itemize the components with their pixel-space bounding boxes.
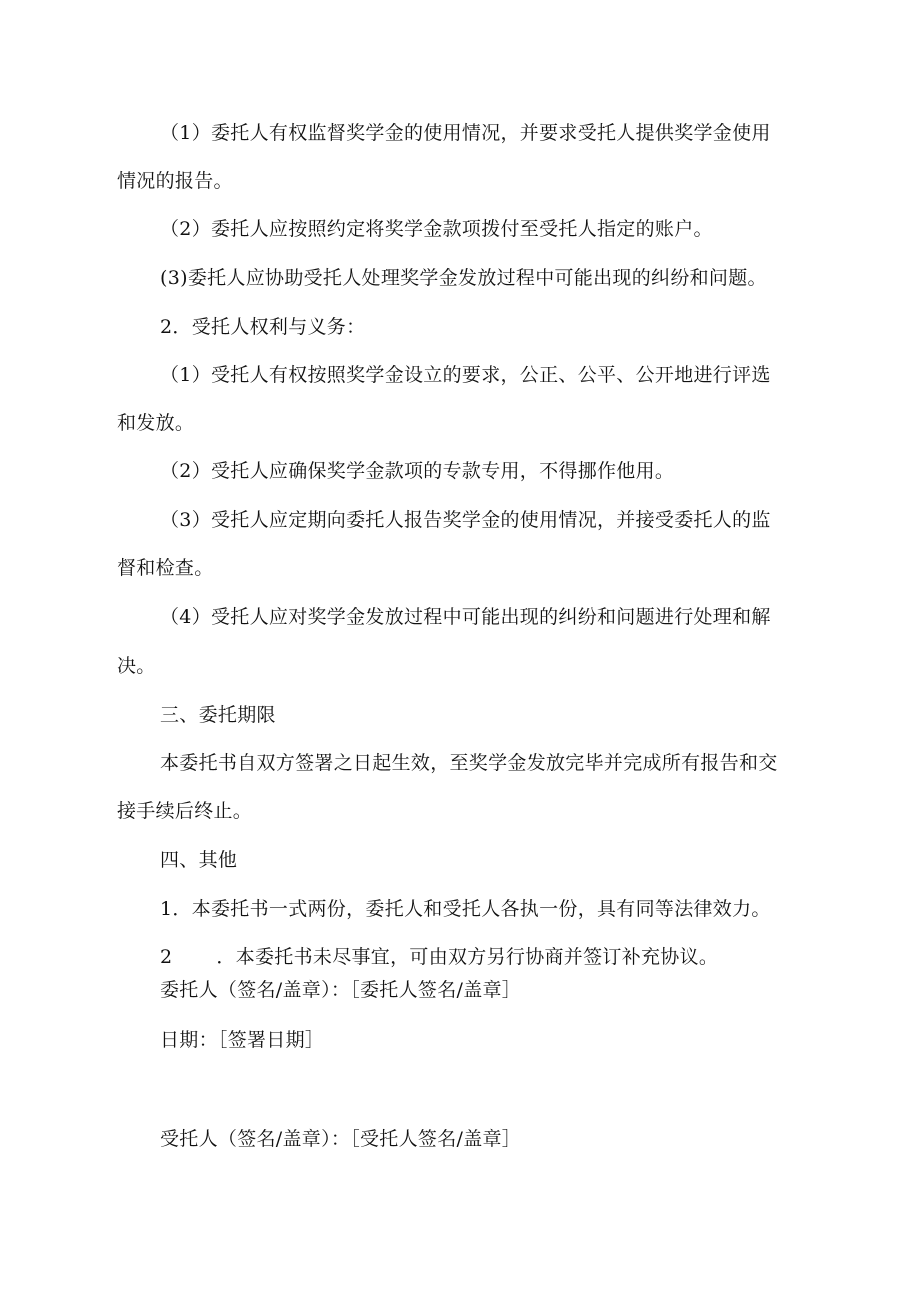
trustee-signature-line: 受托人（签名/盖章）：［受托人签名/盖章］ bbox=[160, 1128, 522, 1150]
client-rights-item-3: (3)委托人应协助受托人处理奖学金发放过程中可能出现的纠纷和问题。 bbox=[160, 267, 767, 289]
trustee-rights-item-4: （4）受托人应对奖学金发放过程中可能出现的纠纷和问题进行处理和解 bbox=[160, 606, 771, 628]
trustee-rights-heading: 2．受托人权利与义务： bbox=[160, 316, 366, 338]
client-rights-item-1-cont: 情况的报告。 bbox=[117, 170, 233, 192]
other-item-2-number: 2 bbox=[160, 946, 173, 968]
term-paragraph: 本委托书自双方签署之日起生效，至奖学金发放完毕并完成所有报告和交 bbox=[160, 752, 778, 774]
term-paragraph-cont: 接手续后终止。 bbox=[117, 800, 253, 822]
client-rights-item-1: （1）委托人有权监督奖学金的使用情况，并要求受托人提供奖学金使用 bbox=[160, 122, 771, 144]
other-item-2 bbox=[160, 944, 850, 970]
client-rights-item-2: （2）委托人应按照约定将奖学金款项拨付至受托人指定的账户。 bbox=[160, 218, 713, 240]
trustee-rights-item-3: （3）受托人应定期向委托人报告奖学金的使用情况，并接受委托人的监 bbox=[160, 509, 771, 531]
trustee-rights-item-2: （2）受托人应确保奖学金款项的专款专用，不得挪作他用。 bbox=[160, 460, 675, 482]
client-signature-line: 委托人（签名/盖章）：［委托人签名/盖章］ bbox=[160, 979, 522, 1001]
trustee-rights-item-1-cont: 和发放。 bbox=[117, 412, 195, 434]
other-heading: 四、其他 bbox=[160, 849, 238, 871]
trustee-rights-item-1: （1）受托人有权按照奖学金设立的要求，公正、公平、公开地进行评选 bbox=[160, 364, 771, 386]
term-heading: 三、委托期限 bbox=[160, 704, 276, 726]
trustee-rights-item-3-cont: 督和检查。 bbox=[117, 557, 214, 579]
other-item-2-text: ．本委托书未尽事宜，可由双方另行协商并签订补充协议。 bbox=[216, 946, 719, 968]
trustee-rights-item-4-cont: 决。 bbox=[117, 655, 156, 677]
signing-date-line: 日期：［签署日期］ bbox=[160, 1029, 325, 1051]
other-item-1: 1．本委托书一式两份，委托人和受托人各执一份，具有同等法律效力。 bbox=[160, 898, 771, 920]
